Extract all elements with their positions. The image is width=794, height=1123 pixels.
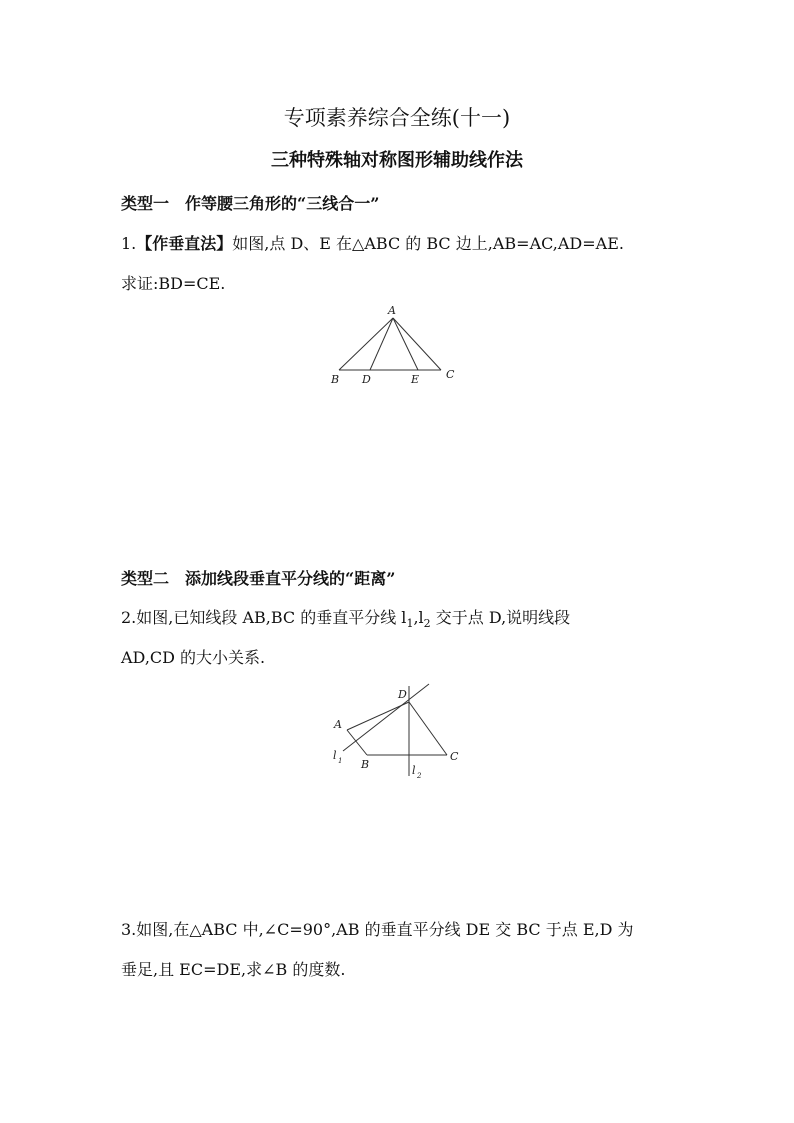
problem-3-line-2: 垂足,且 EC=DE,求∠B 的度数. xyxy=(121,960,346,979)
line-l1 xyxy=(343,684,429,751)
label-c: C xyxy=(450,750,459,763)
label-l1: l xyxy=(333,749,337,762)
problem-1-tag: 【作垂直法】 xyxy=(136,234,233,253)
label-a: A xyxy=(334,718,342,731)
label-l2-sub: 2 xyxy=(417,772,422,780)
label-b: B xyxy=(331,373,340,386)
page-subtitle: 三种特殊轴对称图形辅助线作法 xyxy=(271,150,523,171)
problem-2-text-b: 交于点 D,说明线段 xyxy=(430,608,571,627)
problem-1-line-1 xyxy=(121,234,624,253)
section-heading-1: 类型一 作等腰三角形的“三线合一” xyxy=(121,194,380,213)
segment-ab xyxy=(347,730,367,755)
problem-2-sub-1: 1 xyxy=(406,617,414,631)
segment-dc xyxy=(409,702,447,755)
problem-2-comma: ,l xyxy=(413,608,424,627)
label-d: D xyxy=(398,688,407,701)
triangle-figure-1 xyxy=(325,300,465,392)
label-c: C xyxy=(446,368,455,381)
label-l2: l xyxy=(412,764,416,777)
label-l1-sub: 1 xyxy=(338,757,343,765)
problem-2-text-a: 2.如图,已知线段 AB,BC 的垂直平分线 l xyxy=(121,608,407,627)
problem-1-number: 1. xyxy=(121,234,137,253)
problem-2-line-2: AD,CD 的大小关系. xyxy=(121,648,266,667)
label-d: D xyxy=(362,373,371,386)
segment-ad xyxy=(370,318,393,370)
label-e: E xyxy=(411,373,420,386)
problem-2-line-1 xyxy=(121,608,570,630)
label-a: A xyxy=(388,304,396,317)
problem-1-line-2: 求证:BD=CE. xyxy=(121,274,226,293)
page-title: 专项素养综合全练(十一) xyxy=(283,106,511,130)
segment-ab xyxy=(339,318,393,370)
segment-ac xyxy=(393,318,441,370)
problem-2-sub-2: 2 xyxy=(423,617,431,631)
problem-1-text: 如图,点 D、E 在△ABC 的 BC 边上,AB=AC,AD=AE. xyxy=(232,234,624,253)
section-heading-2: 类型二 添加线段垂直平分线的“距离” xyxy=(121,569,396,588)
label-b: B xyxy=(361,758,370,771)
bisector-figure-2 xyxy=(325,680,470,785)
segment-ae xyxy=(393,318,418,370)
problem-3-line-1: 3.如图,在△ABC 中,∠C=90°,AB 的垂直平分线 DE 交 BC 于点 E,D 为 xyxy=(121,920,634,939)
